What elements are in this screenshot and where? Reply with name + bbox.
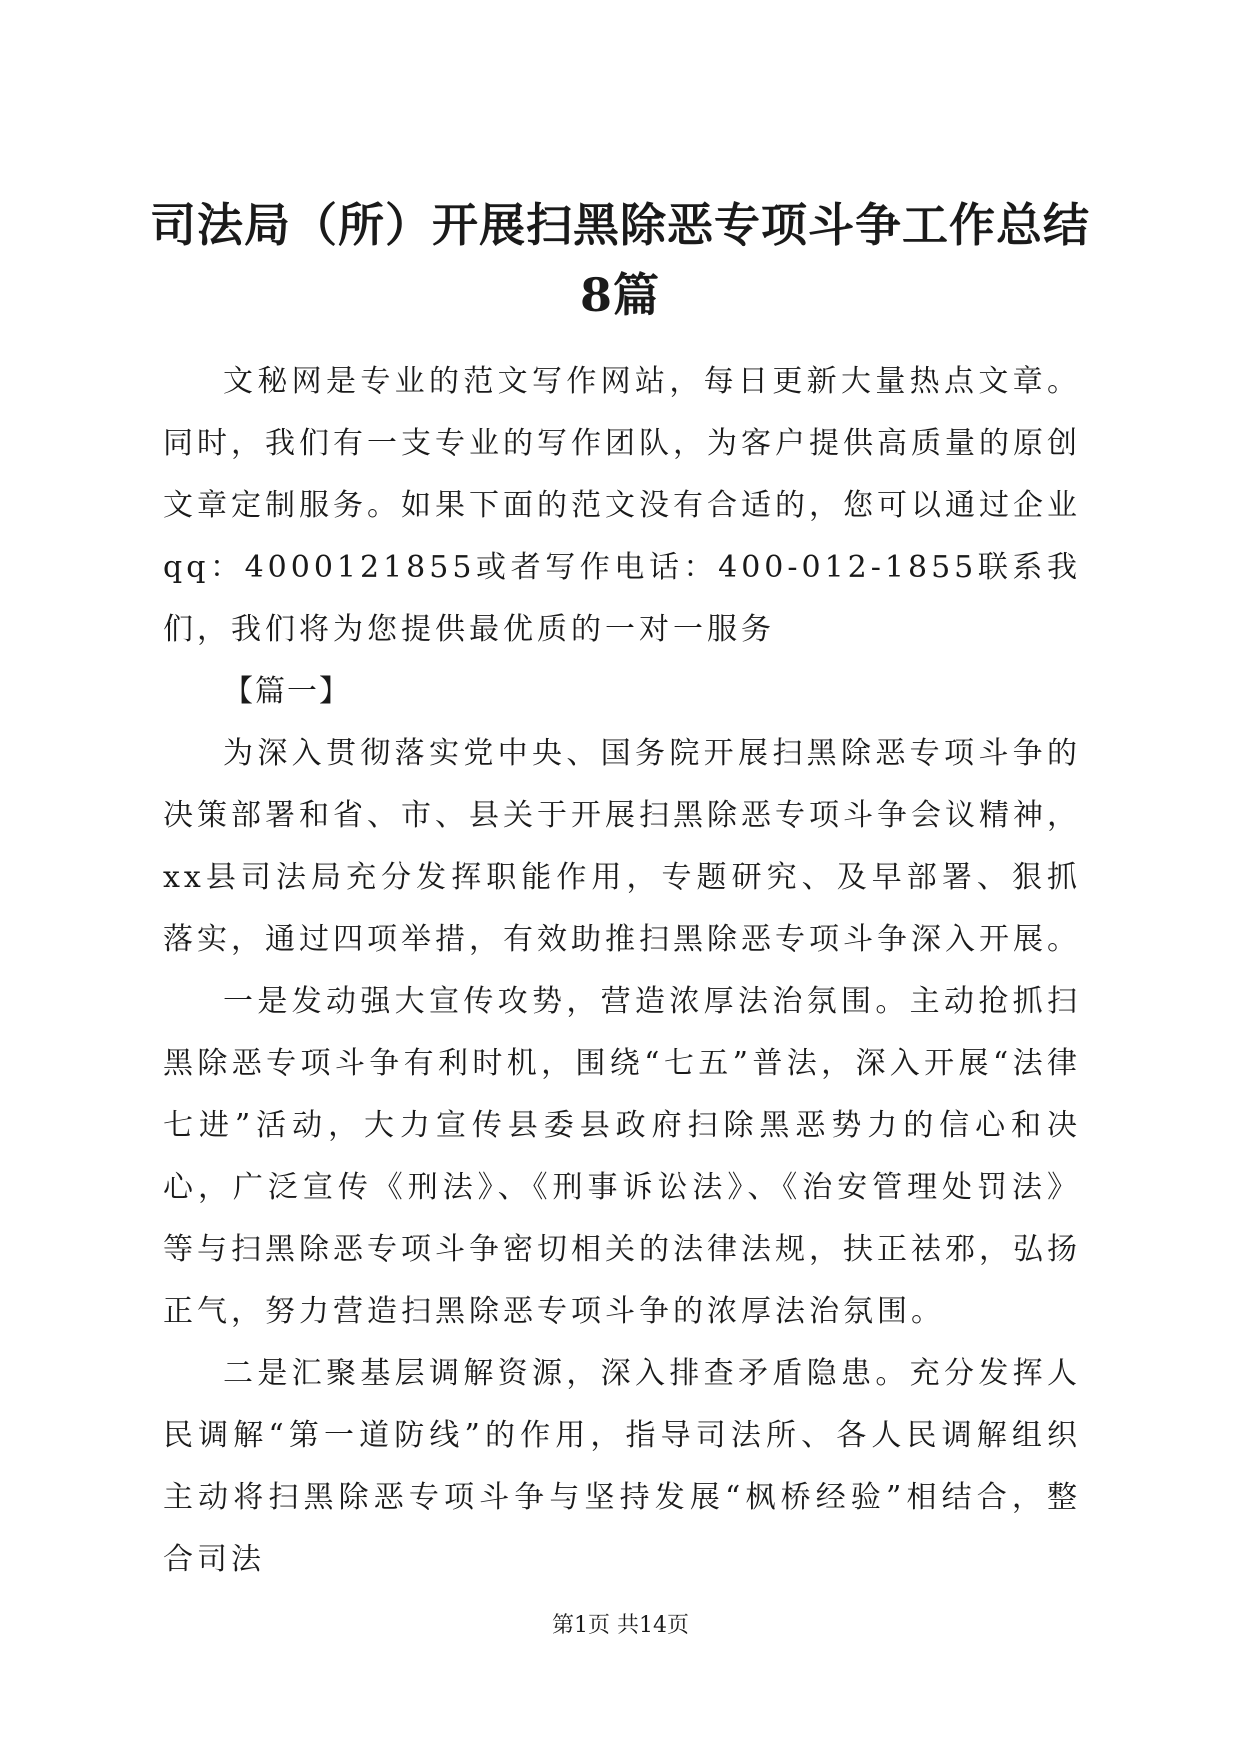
intro-paragraph: 文秘网是专业的范文写作网站，每日更新大量热点文章。同时，我们有一支专业的写作团队，为客户提供高质量的原创文章定制服务。如果下面的范文没有合适的，您可以通过企业qq：4000121855或者写作电话：400-012-1855联系我们，我们将为您提供最优质的一对一服务 — [163, 364, 1081, 647]
page-footer: 第1页 共14页 — [552, 1613, 689, 1638]
document-body — [163, 351, 1081, 1591]
document-title: 司法局（所）开展扫黑除恶专项斗争工作总结8篇 — [150, 198, 1090, 322]
body-paragraph: 为深入贯彻落实党中央、国务院开展扫黑除恶专项斗争的决策部署和省、市、县关于开展扫黑除恶专项斗争会议精神，xx县司法局充分发挥职能作用，专题研究、及早部署、狠抓落实，通过四项举措，有效助推扫黑除恶专项斗争深入开展。 — [163, 736, 1081, 957]
section-heading: 【篇一】 — [223, 674, 351, 709]
body-paragraph: 二是汇聚基层调解资源，深入排查矛盾隐患。充分发挥人民调解“第一道防线”的作用，指导司法所、各人民调解组织主动将扫黑除恶专项斗争与坚持发展“枫桥经验”相结合，整合司法 — [163, 1356, 1081, 1577]
body-paragraph: 一是发动强大宣传攻势，营造浓厚法治氛围。主动抢抓扫黑除恶专项斗争有利时机，围绕“七五”普法，深入开展“法律七进”活动，大力宣传县委县政府扫除黑恶势力的信心和决心，广泛宣传《刑法》、《刑事诉讼法》、《治安管理处罚法》等与扫黑除恶专项斗争密切相关的法律法规，扶正祛邪，弘扬正气，努力营造扫黑除恶专项斗争的浓厚法治氛围。 — [163, 984, 1081, 1329]
